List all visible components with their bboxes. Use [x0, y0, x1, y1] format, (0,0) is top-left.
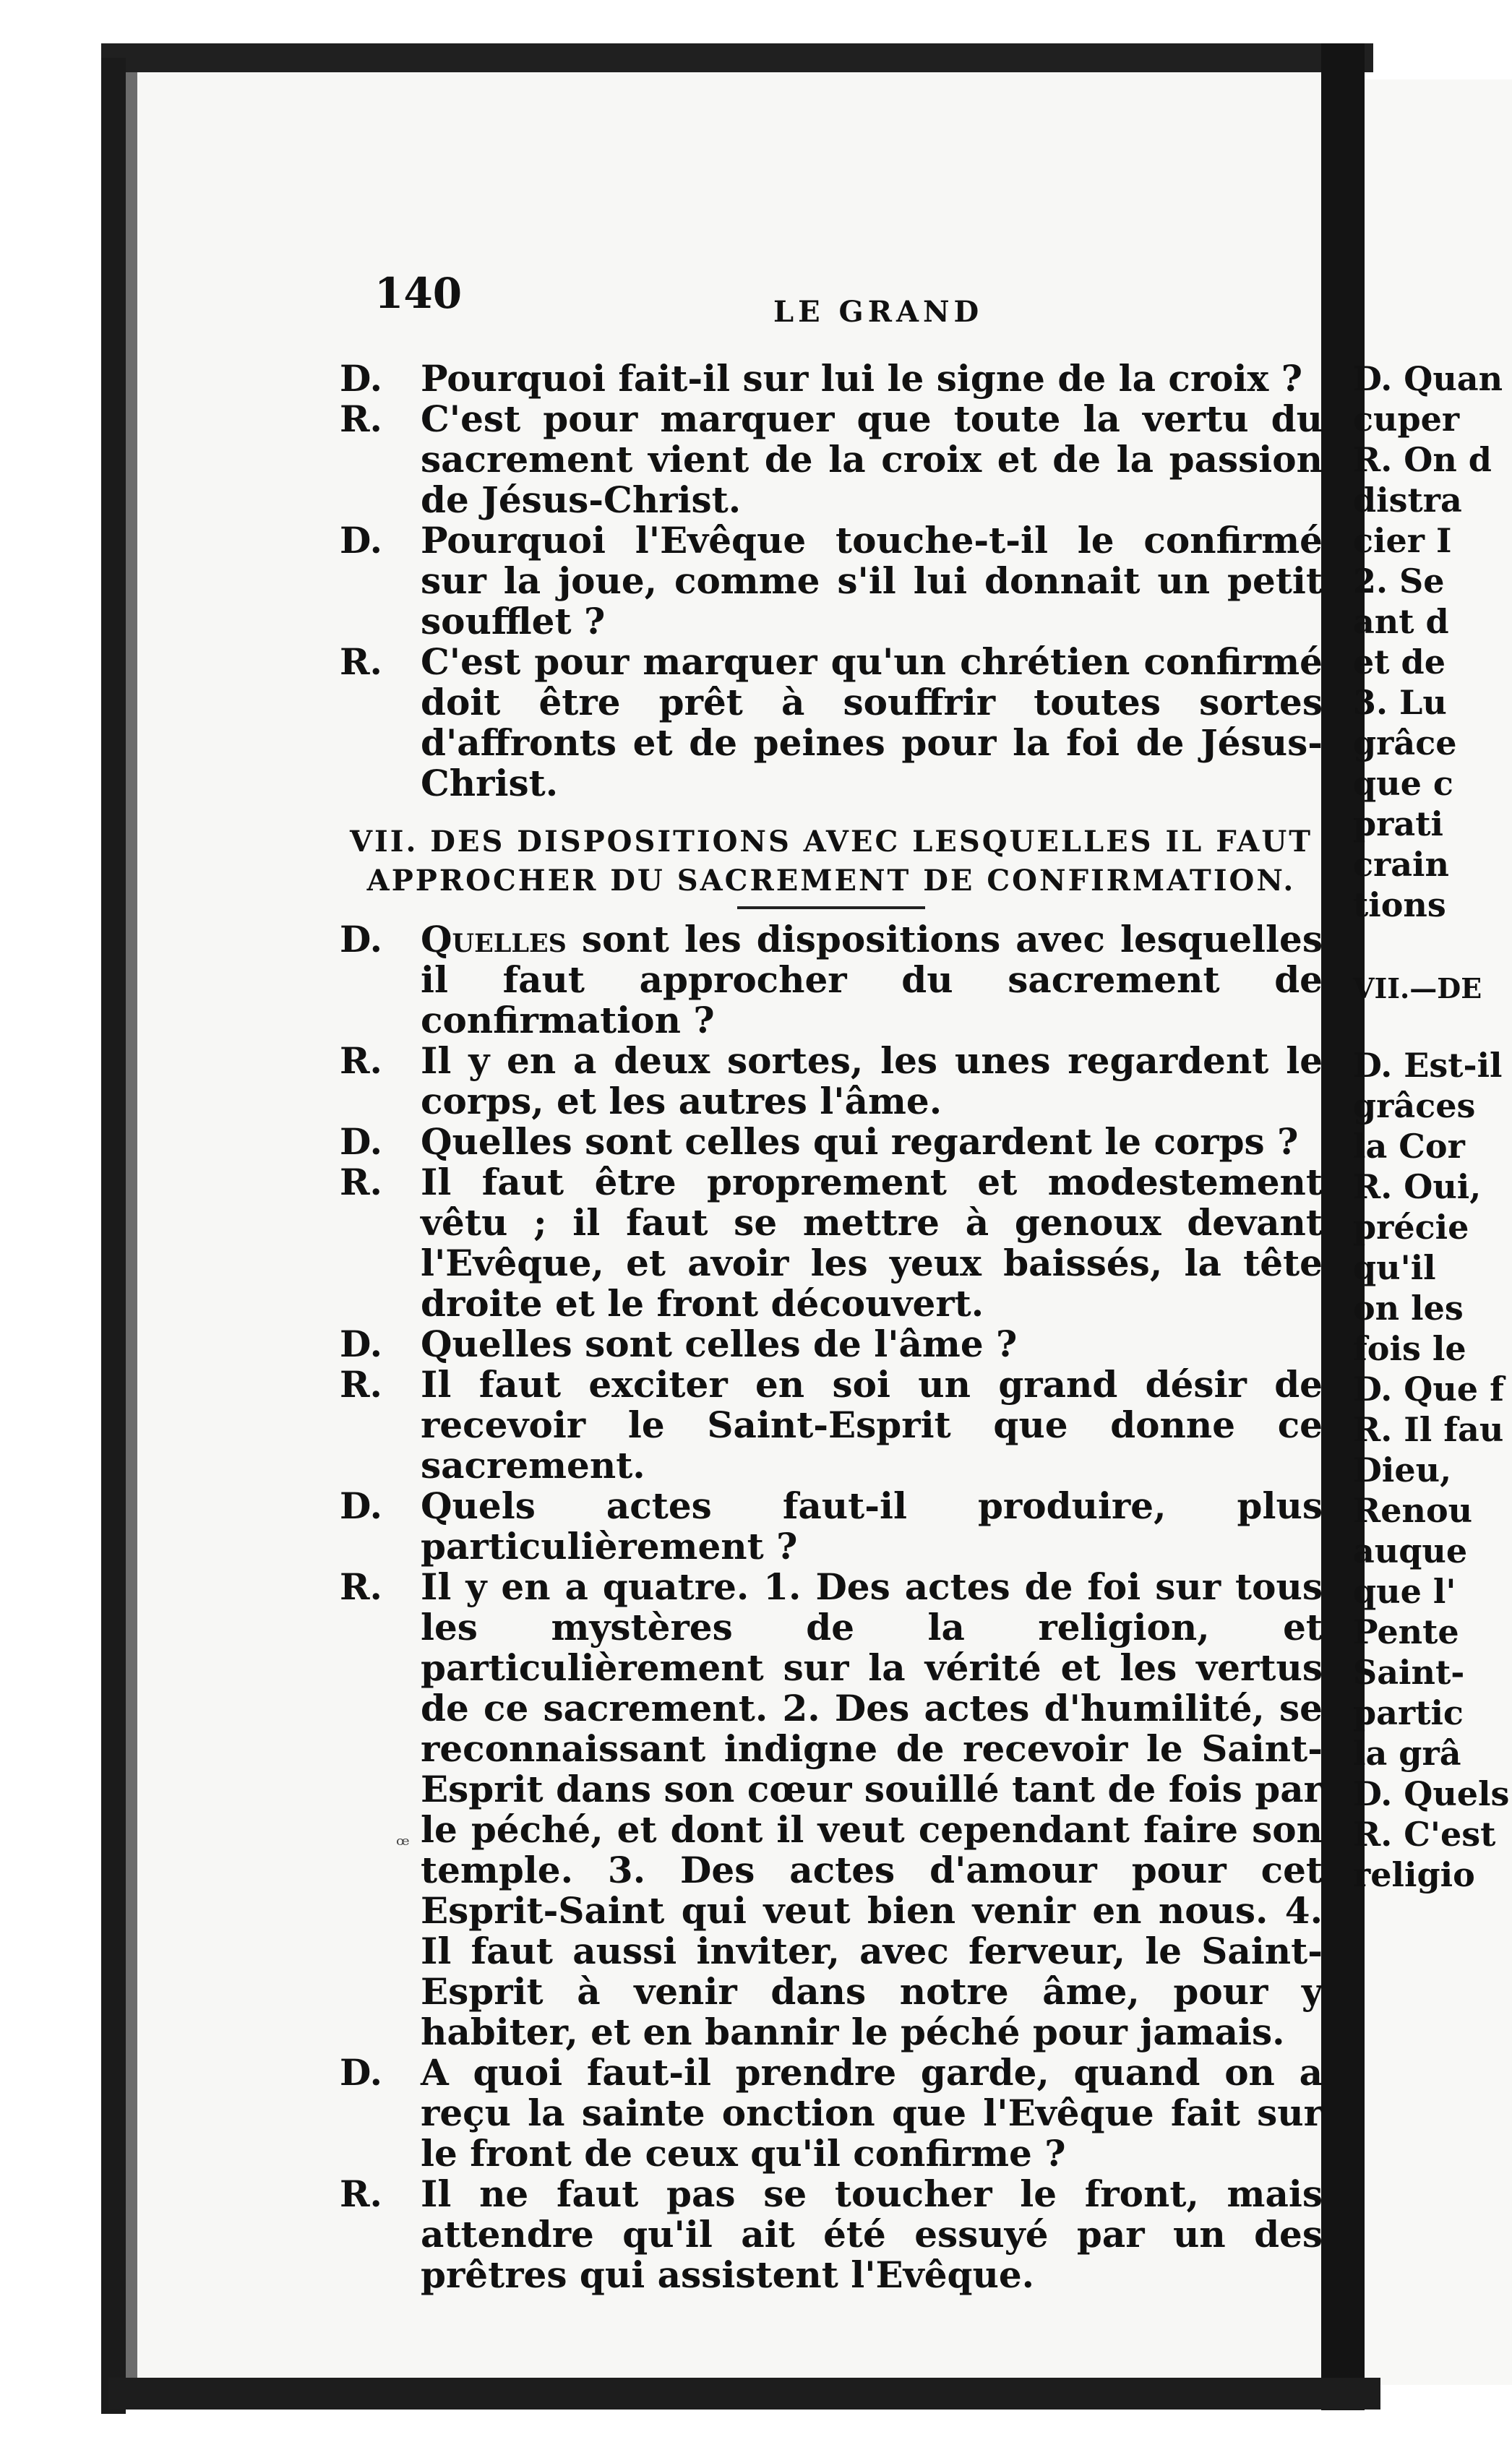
entry-label: R. [340, 397, 382, 440]
entry-label: R. [340, 1363, 382, 1406]
entry-text: C'est pour marquer que toute la vertu du sacrement vient de la croix et de la passion de Jésus-Christ. [421, 397, 1323, 521]
right-page-line: Saint- [1353, 1653, 1465, 1692]
entry-text: sont les dispositions avec lesquelles il faut approcher du sacrement de confirmation ? [421, 918, 1323, 1041]
right-page-line: R. Oui, [1353, 1167, 1482, 1206]
entry-text: Quelles sont celles qui regardent le corps ? [421, 1120, 1299, 1163]
right-page-line: fois le [1353, 1329, 1466, 1368]
book-edge-bottom [108, 2378, 1380, 2410]
answer-entry [340, 2174, 1323, 2295]
right-page-line: VII.—DE [1353, 972, 1482, 1005]
entry-label: R. [340, 640, 382, 683]
entry-text: Il y en a quatre. 1. Des actes de foi sur tous les mystères de la religion, et particulièrement sur la vérité et les vertus de ce sacrement. 2. Des actes d'humilité, se reconnaissant indigne de recevoir le Saint-Esprit dans son cœur souillé tant de fois par le péché, et dont il veut cependant faire son temple. 3. Des actes d'amour pour cet Esprit-Saint qui veut bien venir en nous. 4. Il faut aussi inviter, avec ferveur, le Saint-Esprit à venir dans notre âme, pour y habiter, et en bannir le péché pour jamais. [421, 1565, 1323, 2053]
entry-text: Il ne faut pas se toucher le front, mais attendre qu'il ait été essuyé par un des prêtres qui assistent l'Evêque. [421, 2172, 1323, 2296]
entry-label: R. [340, 1161, 382, 1203]
entry-text: Quels actes faut-il produire, plus particulièrement ? [421, 1484, 1323, 1568]
entry-text: Pourquoi l'Evêque touche-t-il le confirmé sur la joue, comme s'il lui donnait un petit soufflet ? [421, 519, 1323, 642]
entry-text: Pourquoi fait-il sur lui le signe de la croix ? [421, 357, 1303, 400]
answer-entry [340, 1364, 1323, 1486]
answer-entry [340, 1567, 1323, 2052]
right-page-line: D. Est-il [1353, 1046, 1503, 1085]
heading-rule [737, 906, 925, 909]
right-page-line: cier I [1353, 521, 1452, 560]
right-page-line: prati [1353, 804, 1443, 843]
right-page-line: D. Que f [1353, 1370, 1504, 1409]
right-page-line: que c [1353, 764, 1453, 803]
right-page-line: qu'il [1353, 1248, 1436, 1287]
entry-label: R. [340, 1565, 382, 1608]
right-page-line: cuper [1353, 400, 1460, 439]
entry-text: Il faut exciter en soi un grand désir de recevoir le Saint-Esprit que donne ce sacrement. [421, 1363, 1323, 1487]
right-page-line: ant d [1353, 602, 1449, 641]
entry-label: D. [340, 2051, 382, 2094]
right-page-line: religio [1353, 1855, 1475, 1894]
right-page-line: crain [1353, 845, 1449, 884]
entry-label: D. [340, 1323, 382, 1365]
entry-text: Il y en a deux sortes, les unes regardent le corps, et les autres l'âme. [421, 1039, 1323, 1122]
question-entry [340, 520, 1323, 642]
answer-entry [340, 399, 1323, 520]
qa-block-section [340, 919, 1323, 2295]
entry-text: A quoi faut-il prendre garde, quand on a reçu la sainte onction que l'Evêque fait sur le front de ceux qu'il confirme ? [421, 2051, 1323, 2175]
right-page-line: grâce [1353, 723, 1457, 762]
entry-label: R. [340, 2172, 382, 2215]
entry-lead-word: Quelles [421, 918, 567, 960]
right-page-line: 3. Lu [1353, 683, 1447, 722]
right-page-line: précie [1353, 1208, 1469, 1247]
entry-label: D. [340, 357, 382, 400]
book-edge-left-shadow [126, 72, 137, 2399]
main-text-column [340, 358, 1323, 2295]
entry-text: C'est pour marquer qu'un chrétien confirmé doit être prêt à souffrir toutes sortes d'affronts et de peines pour la foi de Jésus-Christ. [421, 640, 1323, 804]
right-page-line: Renou [1353, 1491, 1473, 1530]
book-edge-left [101, 58, 126, 2414]
entry-text: Quelles sont celles de l'âme ? [421, 1323, 1018, 1365]
page-number: 140 [374, 269, 463, 318]
entry-label: D. [340, 918, 382, 960]
question-entry [340, 358, 1323, 399]
question-entry [340, 919, 1323, 1041]
right-page-text-fragments [1353, 358, 1512, 1895]
right-page-line: la grâ [1353, 1734, 1461, 1773]
entry-label: D. [340, 519, 382, 562]
right-page-line: R. Il fau [1353, 1410, 1504, 1449]
question-entry [340, 1122, 1323, 1162]
right-page-line: auque [1353, 1531, 1468, 1570]
entry-label: D. [340, 1484, 382, 1527]
question-entry [340, 1486, 1323, 1567]
right-page-line: 2. Se [1353, 562, 1445, 601]
right-page-line: que l' [1353, 1572, 1456, 1611]
entry-text: Il faut être proprement et modestement vêtu ; il faut se mettre à genoux devant l'Evêque, et avoir les yeux baissés, la tête droite et le front découvert. [421, 1161, 1323, 1325]
question-entry [340, 1324, 1323, 1364]
right-page-line: tions [1353, 885, 1446, 924]
running-head: LE GRAND [773, 295, 984, 329]
right-page-line: D. Quels [1353, 1774, 1510, 1813]
answer-entry [340, 1162, 1323, 1324]
answer-entry [340, 1041, 1323, 1122]
right-page-line: R. C'est [1353, 1815, 1496, 1854]
right-page-line: D. Quan [1353, 359, 1503, 398]
right-page-line: la Cor [1353, 1127, 1465, 1166]
answer-entry [340, 642, 1323, 804]
section-heading: VII. DES DISPOSITIONS AVEC LESQUELLES IL FAUT APPROCHER DU SACREMENT DE CONFIRMATION. [350, 825, 1313, 898]
right-page-line: grâces [1353, 1086, 1476, 1125]
book-edge-top [101, 43, 1373, 72]
question-entry [340, 2052, 1323, 2174]
right-page-line: distra [1353, 481, 1462, 520]
right-page-line: R. On d [1353, 440, 1492, 479]
right-page-line: et de [1353, 642, 1446, 682]
print-speck: ꟹ [396, 1833, 410, 1858]
qa-block-top [340, 358, 1323, 804]
right-page-line: Pente [1353, 1612, 1459, 1651]
entry-label: R. [340, 1039, 382, 1082]
right-page-line: Dieu, [1353, 1450, 1452, 1490]
entry-label: D. [340, 1120, 382, 1163]
right-page-line: partic [1353, 1693, 1464, 1732]
right-page-line: on les [1353, 1289, 1464, 1328]
